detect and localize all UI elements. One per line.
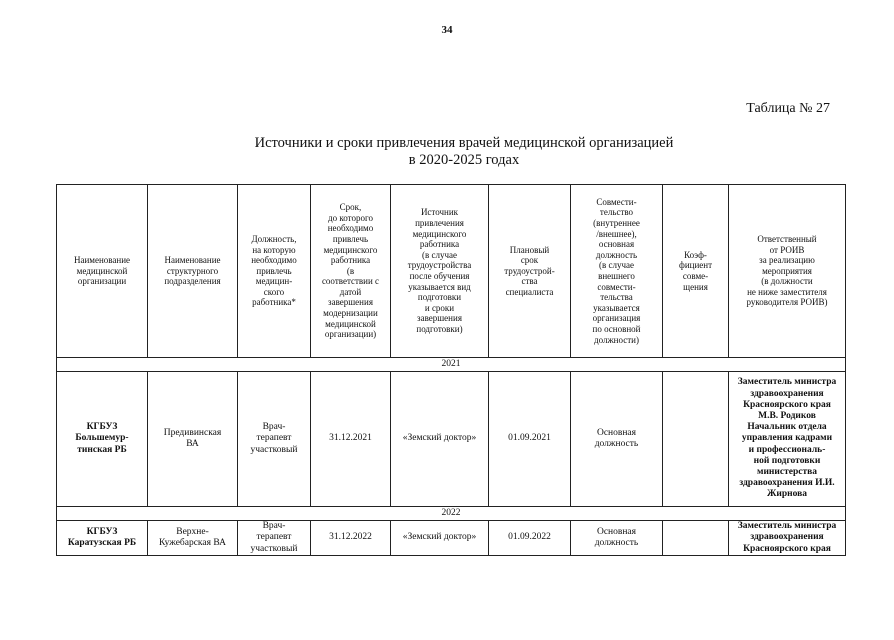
cell-source: «Земский доктор» (391, 372, 489, 507)
cell-line: медицинского (323, 244, 378, 255)
cell-line: должность (594, 439, 639, 449)
table-row (57, 372, 846, 507)
cell-line: необходимо (327, 223, 374, 234)
cell-planned: 01.09.2021 (489, 372, 571, 507)
staffing-table (56, 184, 846, 556)
cell-line: Должность, (251, 233, 297, 244)
header-coefficient (663, 185, 729, 358)
cell-line: министерства (756, 467, 818, 477)
year-row (57, 358, 846, 372)
header-planned (489, 185, 571, 358)
header-organization (57, 185, 148, 358)
cell-organization (57, 372, 148, 507)
cell-line: Источник (420, 207, 459, 218)
cell-line: здравоохранения (750, 532, 824, 543)
cell-line: совмести- (597, 281, 636, 292)
cell-line: мероприятия (762, 265, 812, 276)
cell-line: завершения (328, 297, 373, 308)
header-deadline (311, 185, 391, 358)
cell-line: организации (77, 276, 127, 287)
cell-position (238, 372, 311, 507)
cell-line: (в случае (422, 249, 457, 260)
cell-line: привлечь (332, 233, 369, 244)
cell-line: Врач- (262, 422, 286, 433)
cell-division (148, 521, 238, 556)
cell-line: работника (330, 255, 371, 266)
cell-planned: 01.09.2022 (489, 521, 571, 556)
cell-line: работника* (252, 297, 296, 308)
cell-deadline: 31.12.2021 (311, 372, 391, 507)
cell-line: фициент (678, 260, 713, 271)
cell-line: должности) (594, 334, 639, 345)
cell-line: медицинской (325, 318, 376, 329)
cell-line: организации) (324, 329, 377, 340)
cell-line: трудоустрой- (504, 265, 555, 276)
cell-line: после обучения (409, 271, 470, 281)
cell-line: Врач- (262, 521, 286, 532)
cell-line: привлечения (415, 218, 464, 229)
cell-line: срок (520, 255, 539, 266)
cell-line: здравоохранения (750, 388, 824, 399)
cell-line: подготовки (417, 292, 462, 303)
cell-line: до которого (328, 212, 373, 223)
cell-line: Кужебарская ВА (159, 538, 226, 548)
cell-line: участковый (250, 444, 298, 455)
cell-source: «Земский доктор» (391, 521, 489, 556)
cell-line: привлечь (256, 265, 292, 276)
cell-line: за реализацию (759, 255, 815, 266)
cell-division (148, 372, 238, 507)
cell-line: медицин- (255, 276, 293, 287)
cell-line: Коэф- (684, 249, 707, 260)
cell-organization (57, 521, 148, 556)
cell-line: здравоохранения И.И. (739, 478, 835, 489)
cell-line: ства (521, 276, 538, 287)
cell-line: Совмести- (596, 196, 637, 207)
year-row (57, 507, 846, 521)
cell-line: подразделения (164, 276, 221, 287)
cell-line: трудоустройства (407, 260, 472, 271)
cell-line: Каратузская РБ (67, 538, 137, 548)
cell-coefficient (663, 372, 729, 507)
cell-line: Заместитель министра (737, 377, 837, 388)
cell-line: указывается (593, 302, 640, 313)
header-division (148, 185, 238, 358)
cell-line: (в (346, 265, 355, 276)
table-row (57, 521, 846, 556)
cell-line: датой (339, 286, 362, 297)
cell-line: структурного (166, 265, 219, 276)
cell-line: терапевт (256, 532, 292, 543)
cell-line: должность (594, 538, 639, 548)
cell-line: Ответственный (757, 233, 817, 244)
cell-line: Срок, (339, 202, 362, 213)
cell-line: щения (683, 281, 708, 292)
cell-line: тельства (600, 292, 633, 303)
page-number: 34 (441, 24, 453, 36)
cell-combination (571, 372, 663, 507)
cell-line: участковый (250, 543, 298, 554)
cell-line: Верхне- (176, 526, 209, 537)
cell-line: медицинского (412, 228, 467, 239)
header-responsible (729, 185, 846, 358)
cell-responsible (729, 372, 846, 507)
cell-line: специалиста (505, 286, 554, 297)
cell-line: необходимо (251, 255, 297, 266)
cell-line: Начальник отдела (747, 422, 827, 433)
cell-line: Основная (596, 427, 637, 438)
cell-line: Заместитель министра (737, 521, 837, 532)
cell-line: от РОИВ (769, 244, 805, 255)
cell-line: соответствии с (321, 276, 380, 287)
cell-line: работника (419, 239, 460, 250)
cell-line: указывается вид (408, 281, 471, 292)
cell-line: Большемур- (75, 433, 129, 444)
cell-line: руководителя РОИВ) (746, 297, 828, 308)
cell-line: (в случае (599, 260, 634, 271)
header-position (238, 185, 311, 358)
cell-line: Предивинская (163, 427, 222, 438)
table-body (57, 358, 846, 556)
table-title (200, 135, 728, 169)
cell-deadline: 31.12.2022 (311, 521, 391, 556)
cell-line: М.В. Родиков (758, 410, 816, 421)
cell-line: подготовки) (416, 323, 463, 334)
cell-line: терапевт (256, 433, 292, 444)
cell-line: медицинской (76, 265, 128, 276)
cell-line: завершения (417, 313, 462, 324)
cell-line: модернизации (323, 308, 378, 319)
cell-line: совме- (682, 271, 709, 281)
header-row (57, 185, 846, 358)
cell-line: не ниже заместителя (747, 286, 827, 297)
cell-line: (в должности (761, 276, 813, 287)
cell-line: ВА (186, 439, 199, 449)
cell-line: основная (598, 239, 635, 250)
cell-line: на которую (252, 244, 296, 255)
cell-line: КГБУЗ (86, 526, 118, 537)
cell-line: (внутреннее (593, 218, 640, 229)
cell-combination (571, 521, 663, 556)
cell-line: /внешнее), (596, 228, 637, 239)
cell-position (238, 521, 311, 556)
cell-line: Основная (596, 526, 637, 537)
cell-coefficient (663, 521, 729, 556)
cell-line: Наименование (164, 255, 221, 266)
cell-line: ского (263, 286, 285, 297)
cell-line: тельство (599, 207, 634, 218)
cell-line: КГБУЗ (86, 422, 118, 433)
cell-line: Жирнова (766, 489, 808, 500)
cell-line: по основной (592, 323, 641, 334)
year-label: 2022 (57, 507, 846, 521)
cell-line: Плановый (509, 244, 550, 255)
cell-responsible (729, 521, 846, 556)
title-line: Источники и сроки привлечения врачей медицинской организацией (254, 135, 674, 151)
cell-line: и сроки (424, 302, 455, 313)
year-label: 2021 (57, 358, 846, 372)
header-source (391, 185, 489, 358)
cell-line: организация (592, 313, 641, 324)
table-label: Таблица № 27 (746, 101, 830, 116)
cell-line: внешнего (598, 271, 635, 281)
cell-line: Красноярского края (743, 399, 831, 410)
cell-line: Красноярского края (743, 543, 831, 554)
header-combination (571, 185, 663, 358)
cell-line: тинская РБ (77, 444, 127, 455)
cell-line: и профессиональ- (748, 444, 826, 455)
cell-line: должность (595, 249, 638, 260)
cell-line: Наименование (73, 255, 131, 266)
title-line: в 2020-2025 годах (408, 152, 520, 168)
cell-line: управления кадрами (741, 433, 833, 444)
cell-line: ной подготовки (753, 455, 821, 466)
